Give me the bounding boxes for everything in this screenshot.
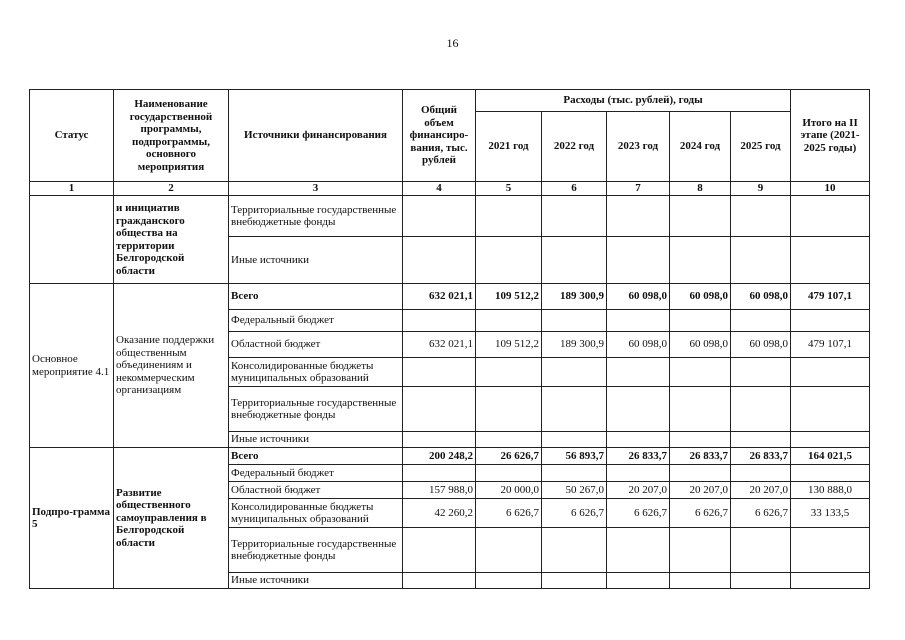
value-cell bbox=[476, 358, 542, 387]
value-cell bbox=[542, 237, 607, 284]
value-cell: 60 098,0 bbox=[731, 332, 791, 358]
name-cell: Оказание поддержки общественным объединениям и некоммерческим организациям bbox=[114, 284, 229, 448]
value-cell: 6 626,7 bbox=[476, 499, 542, 528]
source-cell: Областной бюджет bbox=[229, 332, 403, 358]
header-year-2024: 2024 год bbox=[670, 112, 731, 182]
value-cell: 632 021,1 bbox=[403, 284, 476, 310]
status-cell: Подпро-грамма 5 bbox=[30, 448, 114, 589]
value-cell: 479 107,1 bbox=[791, 332, 870, 358]
value-cell: 6 626,7 bbox=[731, 499, 791, 528]
header-year-2023: 2023 год bbox=[607, 112, 670, 182]
source-cell: Консолидированные бюджеты муниципальных образований bbox=[229, 358, 403, 387]
source-cell: Иные источники bbox=[229, 573, 403, 589]
value-cell bbox=[403, 432, 476, 448]
value-cell bbox=[791, 237, 870, 284]
page-number: 16 bbox=[446, 36, 459, 50]
source-cell: Территориальные государственные внебюджетные фонды bbox=[229, 196, 403, 237]
value-cell bbox=[791, 528, 870, 573]
value-cell: 26 833,7 bbox=[731, 448, 791, 465]
value-cell bbox=[731, 465, 791, 482]
col-number: 6 bbox=[542, 182, 607, 196]
value-cell bbox=[607, 528, 670, 573]
value-cell bbox=[476, 310, 542, 332]
value-cell bbox=[670, 310, 731, 332]
value-cell: 60 098,0 bbox=[670, 332, 731, 358]
header-name: Наименование государственной программы, подпрограммы, основного мероприятия bbox=[114, 90, 229, 182]
value-cell: 26 833,7 bbox=[670, 448, 731, 465]
value-cell bbox=[542, 358, 607, 387]
value-cell bbox=[670, 387, 731, 432]
value-cell bbox=[476, 387, 542, 432]
value-cell bbox=[403, 573, 476, 589]
value-cell bbox=[731, 573, 791, 589]
col-number: 2 bbox=[114, 182, 229, 196]
header-itogo: Итого на II этапе (2021-2025 годы) bbox=[791, 90, 870, 182]
value-cell bbox=[403, 196, 476, 237]
value-cell bbox=[403, 387, 476, 432]
value-cell bbox=[731, 310, 791, 332]
value-cell: 60 098,0 bbox=[670, 284, 731, 310]
value-cell bbox=[542, 432, 607, 448]
source-cell: Федеральный бюджет bbox=[229, 310, 403, 332]
value-cell: 157 988,0 bbox=[403, 482, 476, 499]
value-cell bbox=[791, 196, 870, 237]
col-number: 3 bbox=[229, 182, 403, 196]
value-cell: 20 207,0 bbox=[607, 482, 670, 499]
value-cell bbox=[542, 465, 607, 482]
col-number: 4 bbox=[403, 182, 476, 196]
value-cell bbox=[731, 432, 791, 448]
value-cell bbox=[607, 465, 670, 482]
source-cell: Иные источники bbox=[229, 432, 403, 448]
source-cell: Всего bbox=[229, 284, 403, 310]
value-cell bbox=[542, 310, 607, 332]
value-cell: 50 267,0 bbox=[542, 482, 607, 499]
value-cell bbox=[403, 528, 476, 573]
value-cell bbox=[607, 387, 670, 432]
value-cell: 26 626,7 bbox=[476, 448, 542, 465]
value-cell bbox=[403, 310, 476, 332]
value-cell bbox=[731, 387, 791, 432]
source-cell: Консолидированные бюджеты муниципальных образований bbox=[229, 499, 403, 528]
value-cell bbox=[476, 465, 542, 482]
value-cell bbox=[476, 196, 542, 237]
header-status: Статус bbox=[30, 90, 114, 182]
value-cell: 109 512,2 bbox=[476, 332, 542, 358]
value-cell: 20 000,0 bbox=[476, 482, 542, 499]
source-cell: Иные источники bbox=[229, 237, 403, 284]
table-row bbox=[30, 448, 870, 465]
header-source: Источники финансирования bbox=[229, 90, 403, 182]
value-cell bbox=[542, 196, 607, 237]
value-cell bbox=[731, 237, 791, 284]
source-cell: Областной бюджет bbox=[229, 482, 403, 499]
value-cell bbox=[791, 465, 870, 482]
value-cell bbox=[403, 358, 476, 387]
value-cell: 189 300,9 bbox=[542, 332, 607, 358]
value-cell: 130 888,0 bbox=[791, 482, 870, 499]
status-cell bbox=[30, 196, 114, 284]
value-cell bbox=[542, 573, 607, 589]
value-cell bbox=[607, 358, 670, 387]
value-cell: 189 300,9 bbox=[542, 284, 607, 310]
table-row bbox=[30, 284, 870, 310]
col-number: 8 bbox=[670, 182, 731, 196]
value-cell: 33 133,5 bbox=[791, 499, 870, 528]
header-year-2025: 2025 год bbox=[731, 112, 791, 182]
col-number: 7 bbox=[607, 182, 670, 196]
value-cell bbox=[731, 358, 791, 387]
financing-table bbox=[29, 89, 870, 589]
value-cell bbox=[670, 237, 731, 284]
value-cell bbox=[731, 528, 791, 573]
value-cell: 60 098,0 bbox=[607, 284, 670, 310]
value-cell: 20 207,0 bbox=[670, 482, 731, 499]
value-cell bbox=[670, 573, 731, 589]
status-cell: Основное мероприятие 4.1 bbox=[30, 284, 114, 448]
value-cell bbox=[542, 387, 607, 432]
value-cell bbox=[607, 573, 670, 589]
value-cell: 200 248,2 bbox=[403, 448, 476, 465]
value-cell bbox=[670, 528, 731, 573]
value-cell bbox=[670, 358, 731, 387]
value-cell bbox=[403, 465, 476, 482]
value-cell: 6 626,7 bbox=[670, 499, 731, 528]
value-cell bbox=[607, 196, 670, 237]
value-cell bbox=[607, 432, 670, 448]
value-cell bbox=[791, 432, 870, 448]
source-cell: Федеральный бюджет bbox=[229, 465, 403, 482]
value-cell bbox=[791, 387, 870, 432]
value-cell: 6 626,7 bbox=[542, 499, 607, 528]
value-cell: 109 512,2 bbox=[476, 284, 542, 310]
col-number: 10 bbox=[791, 182, 870, 196]
source-cell: Территориальные государственные внебюджетные фонды bbox=[229, 387, 403, 432]
header-expenses: Расходы (тыс. рублей), годы bbox=[476, 90, 791, 112]
source-cell: Территориальные государственные внебюджетные фонды bbox=[229, 528, 403, 573]
value-cell bbox=[607, 237, 670, 284]
value-cell bbox=[476, 528, 542, 573]
header-year-2021: 2021 год bbox=[476, 112, 542, 182]
value-cell bbox=[791, 573, 870, 589]
col-number: 9 bbox=[731, 182, 791, 196]
name-cell: Развитие общественного самоуправления в Белгородской области bbox=[114, 448, 229, 589]
value-cell bbox=[731, 196, 791, 237]
value-cell bbox=[403, 237, 476, 284]
value-cell: 20 207,0 bbox=[731, 482, 791, 499]
value-cell bbox=[791, 358, 870, 387]
value-cell bbox=[670, 465, 731, 482]
value-cell bbox=[476, 432, 542, 448]
value-cell: 6 626,7 bbox=[607, 499, 670, 528]
value-cell bbox=[607, 310, 670, 332]
value-cell bbox=[476, 237, 542, 284]
col-number: 5 bbox=[476, 182, 542, 196]
table-row bbox=[30, 196, 870, 237]
value-cell: 479 107,1 bbox=[791, 284, 870, 310]
header-total-volume: Общий объем финансиро-вания, тыс. рублей bbox=[403, 90, 476, 182]
name-cell: и инициатив гражданского общества на территории Белгородской области bbox=[114, 196, 229, 284]
value-cell: 164 021,5 bbox=[791, 448, 870, 465]
source-cell: Всего bbox=[229, 448, 403, 465]
value-cell: 26 833,7 bbox=[607, 448, 670, 465]
value-cell bbox=[476, 573, 542, 589]
value-cell: 42 260,2 bbox=[403, 499, 476, 528]
value-cell: 60 098,0 bbox=[607, 332, 670, 358]
value-cell bbox=[791, 310, 870, 332]
value-cell bbox=[670, 432, 731, 448]
value-cell bbox=[542, 528, 607, 573]
col-number: 1 bbox=[30, 182, 114, 196]
value-cell: 56 893,7 bbox=[542, 448, 607, 465]
header-year-2022: 2022 год bbox=[542, 112, 607, 182]
value-cell: 632 021,1 bbox=[403, 332, 476, 358]
value-cell: 60 098,0 bbox=[731, 284, 791, 310]
value-cell bbox=[670, 196, 731, 237]
